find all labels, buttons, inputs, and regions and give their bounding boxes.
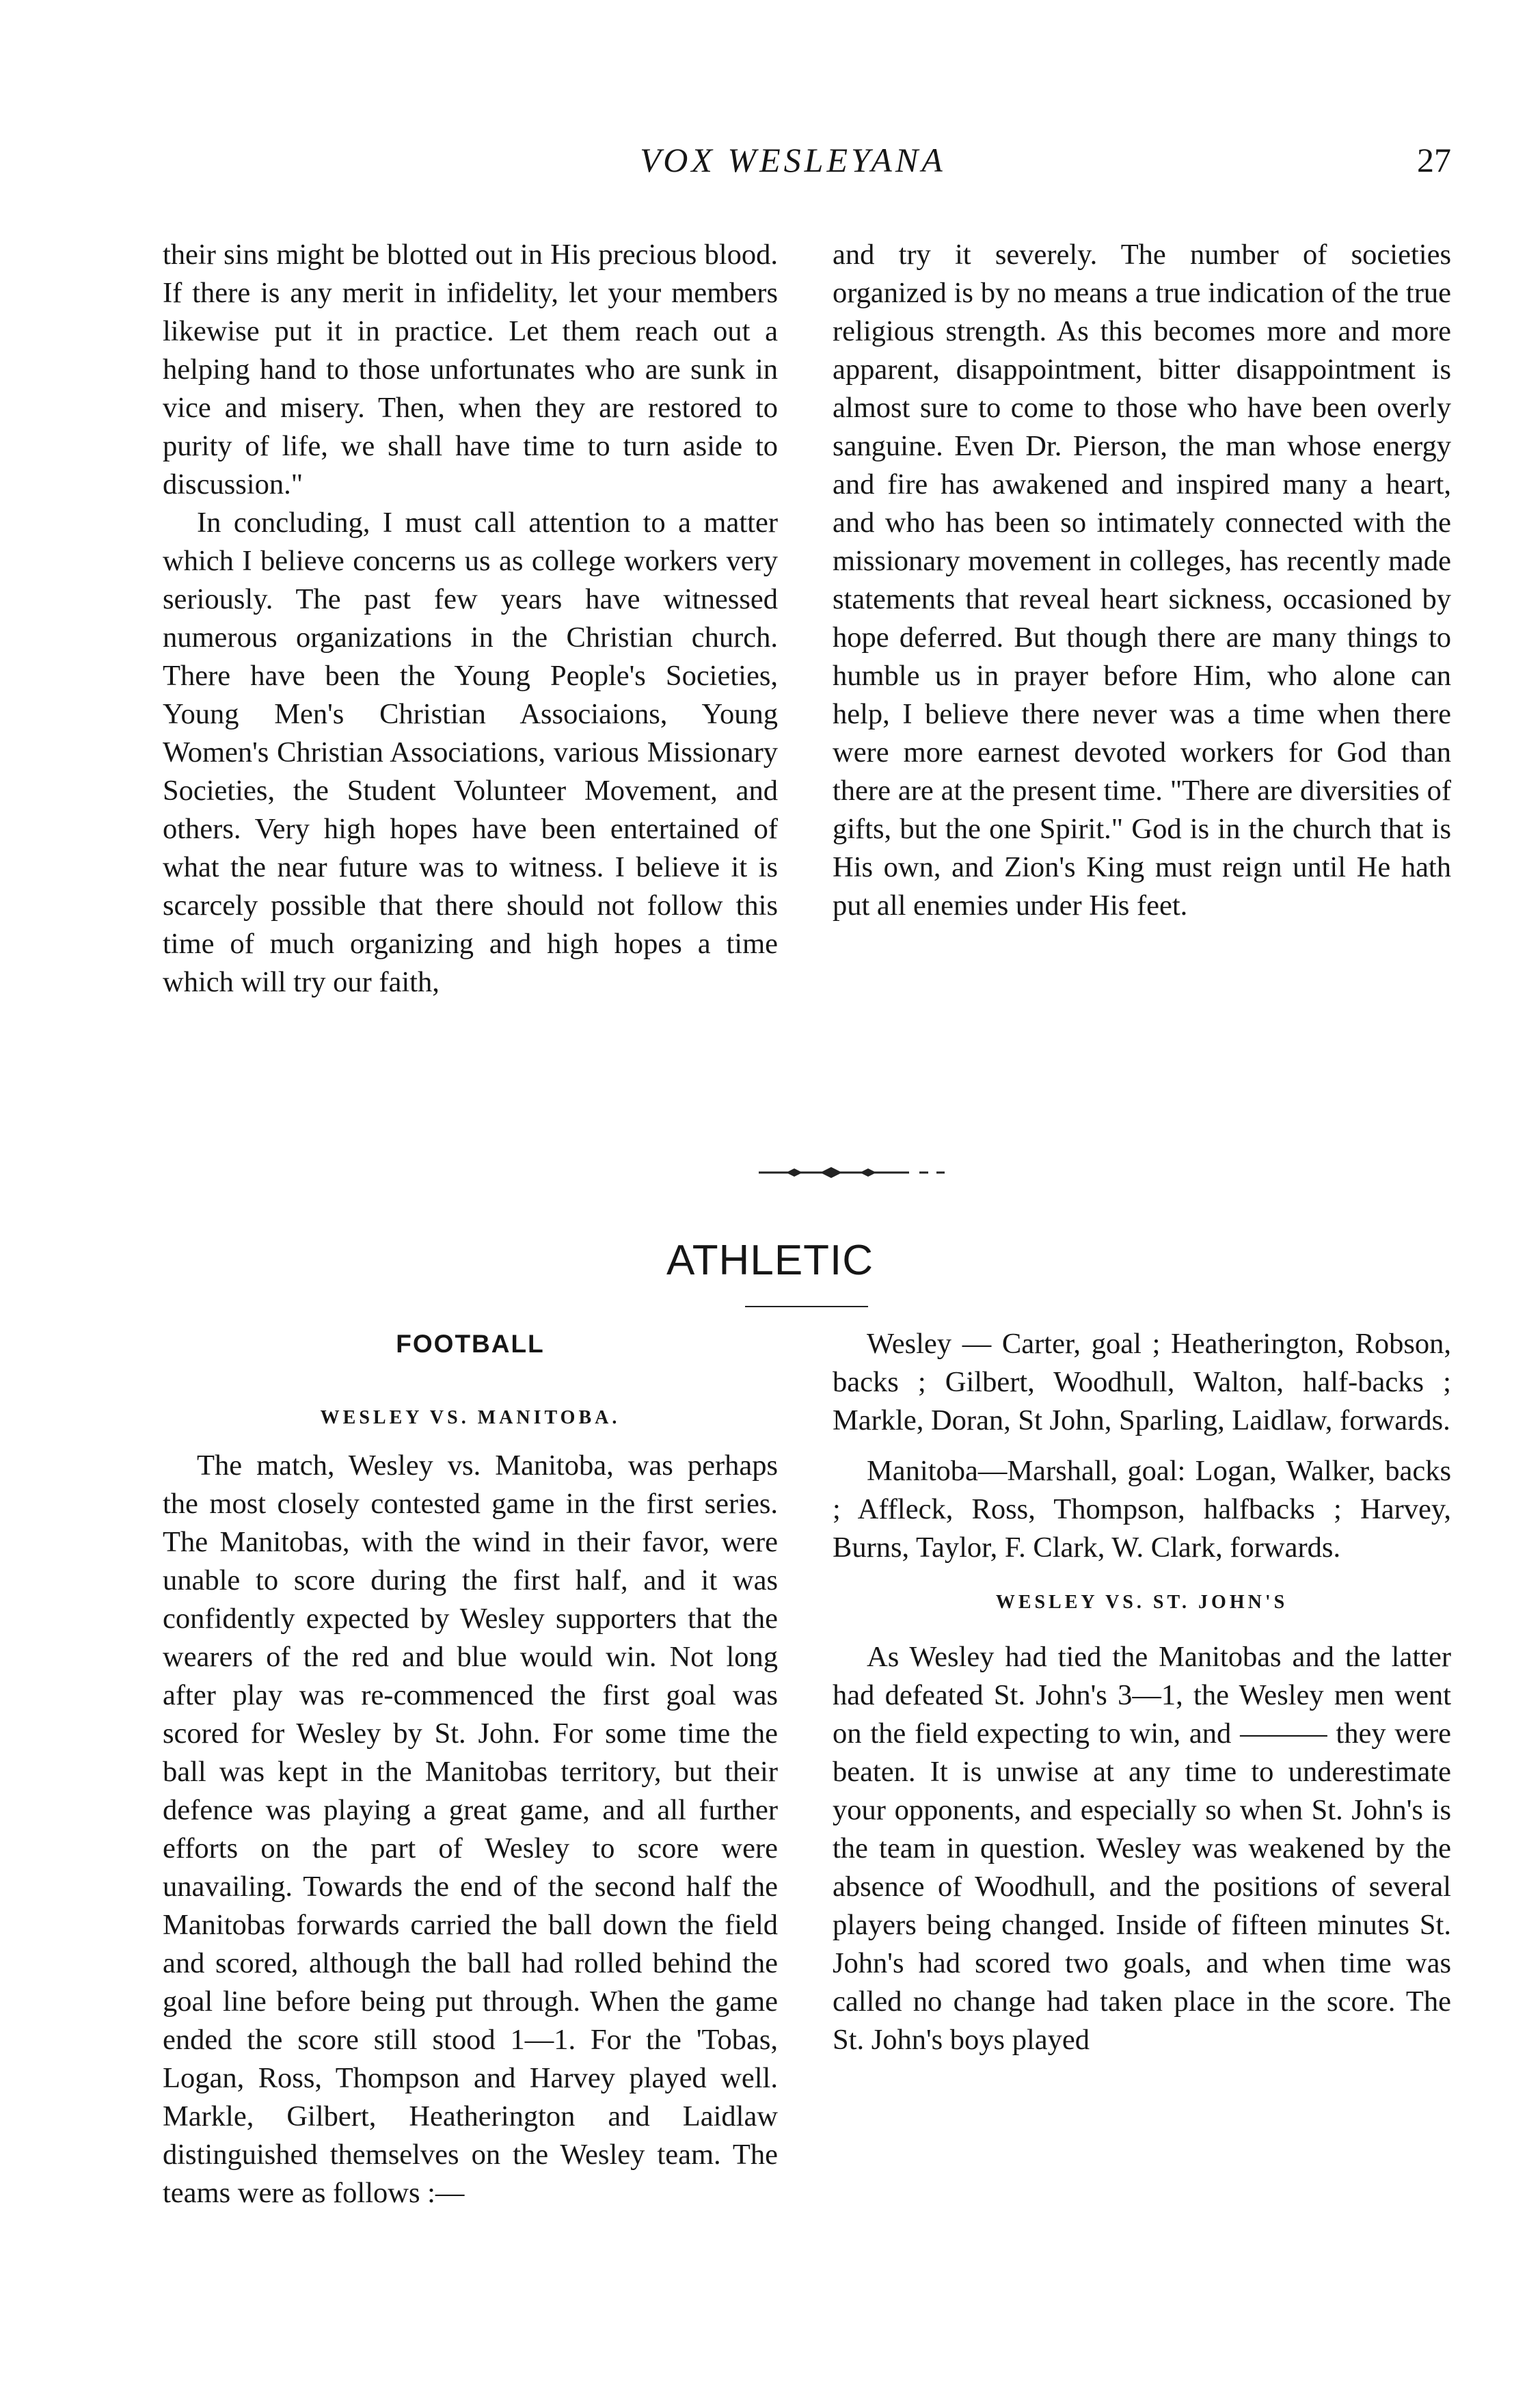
match-heading: WESLEY VS. MANITOBA.	[320, 1407, 621, 1428]
team-lineup-manitoba: Manitoba—Marshall, goal: Logan, Walker, backs ; Affleck, Ross, Thompson, halfbacks ; Harvey, Burns, Taylor, F. Clark, W. Clark, forwards.	[833, 1455, 1451, 1564]
section-divider-ornament	[745, 1162, 991, 1183]
page-number: 27	[1417, 141, 1451, 179]
paragraph: and try it severely. The number of societies organized is by no means a true indication of the true religious strength. As this becomes more and more apparent, disappointment, bitter disappointment is almost sure to come to those who have been overly sanguine. Even Dr. Pierson, the man whose energy and fire has awakened and inspired many a heart, and who has been so intimately connected with the missionary movement in colleges, has recently made statements that reveal heart sickness, occasioned by hope deferred. But though there are many things to humble us in prayer before Him, who alone can help, I believe there never was a time when there were more earnest devoted workers for God than there are at the present time. "There are diversities of gifts, but the one Spirit." God is in the church that is His own, and Zion's King must reign until He hath put all enemies under His feet.	[833, 239, 1451, 922]
team-lineup-wesley: Wesley — Carter, goal ; Heatherington, Robson, backs ; Gilbert, Woodhull, Walton, half-backs ; Markle, Doran, St John, Sparling, Laidlaw, forwards.	[833, 1328, 1451, 1436]
football-heading: FOOTBALL	[396, 1330, 545, 1358]
article-column-left	[163, 236, 778, 1002]
journal-title: VOX WESLEYANA	[640, 141, 946, 179]
section-title: ATHLETIC	[666, 1237, 874, 1284]
paragraph: their sins might be blotted out in His precious blood. If there is any merit in infidelity, let your members likewise put it in practice. Let them reach out a helping hand to those unfortunates who are sunk in vice and misery. Then, when they are restored to purity of life, we shall have time to turn aside to discussion."	[163, 239, 778, 500]
match-report-paragraph: The match, Wesley vs. Manitoba, was perhaps the most closely contested game in the first series. The Manitobas, with the wind in their favor, were unable to score during the first half, and it was confidently expected by Wesley supporters that the wearers of the red and blue would win. Not long after play was re-commenced the first goal was scored for Wesley by St. John. For some time the ball was kept in the Manitobas territory, but their defence was playing a great game, and all further efforts on the part of Wesley to score were unavailing. Towards the end of the second half the Manitobas forwards carried the ball down the field and scored, although the ball had rolled behind the goal line before being put through. When the game ended the score still stood 1—1. For the 'Tobas, Logan, Ross, Thompson and Harvey played well. Markle, Gilbert, Heatherington and Laidlaw distinguished themselves on the Wesley team. The teams were as follows :—	[163, 1449, 778, 2209]
athletic-column-right	[833, 1325, 1451, 2059]
article-column-right	[833, 236, 1451, 925]
match-heading: WESLEY VS. ST. JOHN'S	[995, 1592, 1288, 1613]
match-report-paragraph: As Wesley had tied the Manitobas and the latter had defeated St. John's 3—1, the Wesley men went on the field expecting to win, and ——— they were beaten. It is unwise at any time to underestimate your opponents, and especially so when St. John's is the team in question. Wesley was weakened by the absence of Woodhull, and the positions of several players being changed. Inside of fifteen minutes St. John's had scored two goals, and when time was called no change had taken place in the score. The St. John's boys played	[833, 1641, 1451, 2056]
running-header	[0, 140, 1540, 188]
athletic-column-left	[163, 1325, 778, 2212]
title-underline	[745, 1306, 868, 1307]
paragraph: In concluding, I must call attention to a matter which I believe concerns us as college workers very seriously. The past few years have witnessed numerous organizations in the Christian church. There have been the Young People's Societies, Young Men's Christian Associaions, Young Women's Christian Associations, various Missionary Societies, the Student Volunteer Movement, and others. Very high hopes have been entertained of what the near future was to witness. I believe it is scarcely possible that there should not follow this time of much organizing and high hopes a time which will try our faith,	[163, 507, 778, 998]
